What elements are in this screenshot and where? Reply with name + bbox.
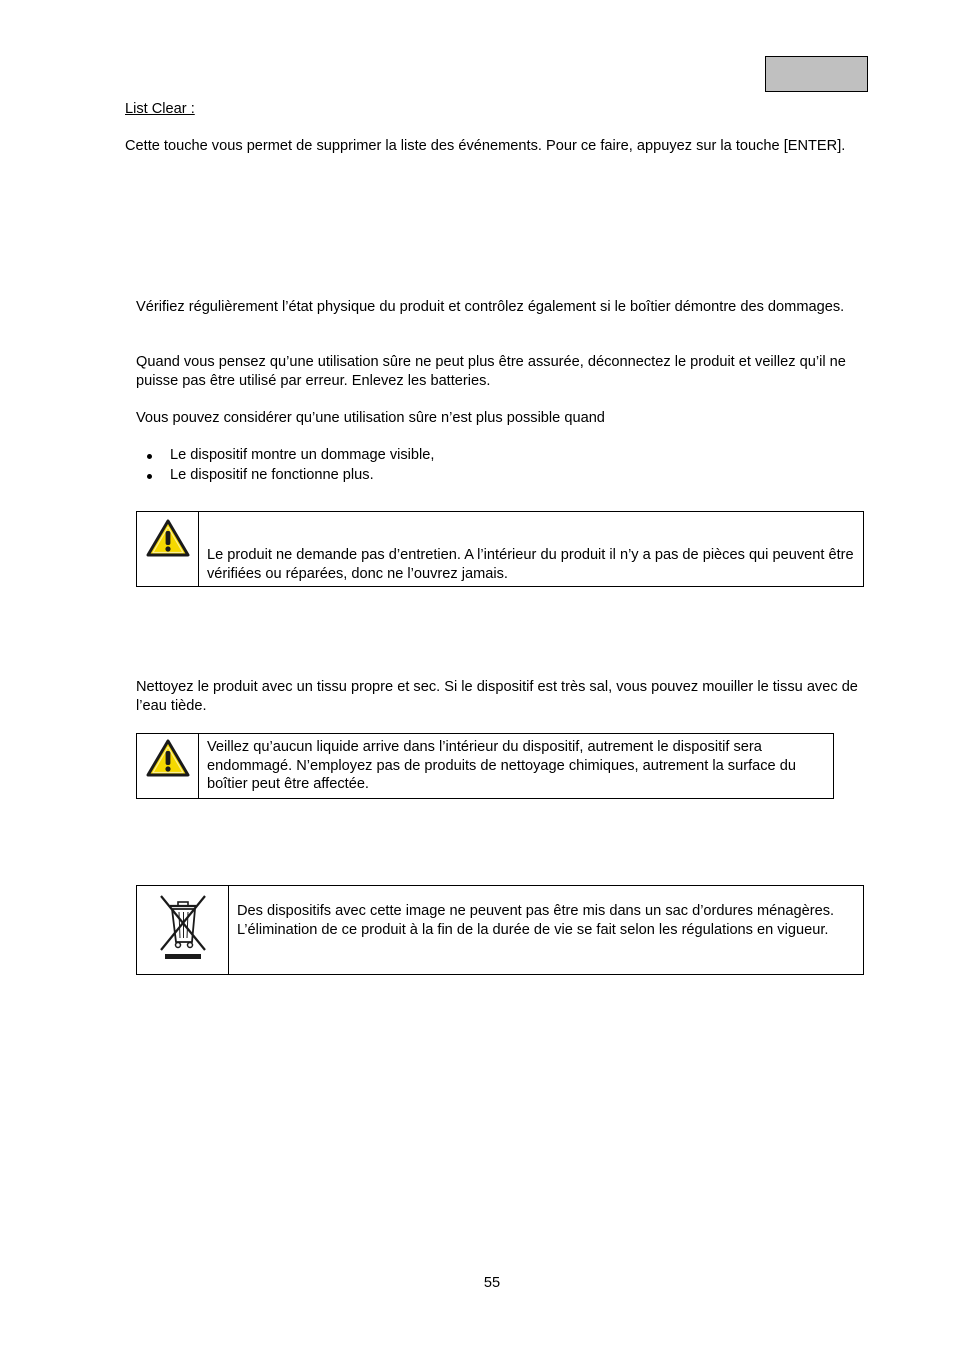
bullet-icon	[147, 474, 152, 479]
language-tab	[765, 56, 868, 92]
list-item: Le dispositif montre un dommage visible,	[136, 446, 434, 466]
list-clear-heading: List Clear :	[125, 101, 195, 117]
warning-triangle-icon	[145, 738, 191, 778]
warning-triangle-icon	[145, 518, 191, 558]
maintenance-para-2: Quand vous pensez qu’une utilisation sûre ne peut plus être assurée, déconnectez le produit et veillez qu’il ne puisse pas être utilisé par erreur. Enlevez les batteries.	[136, 354, 846, 389]
bullet-icon	[147, 454, 152, 459]
cleaning-para: Nettoyez le produit avec un tissu propre et sec. Si le dispositif est très sal, vous pouvez mouiller le tissu avec de l’eau tiède.	[136, 679, 858, 714]
maintenance-warning-box	[136, 511, 864, 587]
list-clear-text: Cette touche vous permet de supprimer la liste des événements. Pour ce faire, appuyez sur la touche [ENTER].	[125, 138, 846, 154]
maintenance-warning-text: Le produit ne demande pas d’entretien. A l’intérieur du produit il n’y a pas de pièces qui peuvent être vérifiées ou réparées, donc ne l’ouvrez jamais.	[207, 547, 854, 582]
cleaning-warning-box	[136, 733, 834, 799]
cleaning-warning-text: Veillez qu’aucun liquide arrive dans l’intérieur du dispositif, autrement le dispositif sera endommagé. N’employez pas de produits de nettoyage chimiques, autrement la surface du boîtier peut être affectée.	[207, 739, 796, 793]
page-number: 55	[483, 1275, 501, 1291]
maintenance-para-1: Vérifiez régulièrement l’état physique du produit et contrôlez également si le boîtier démontre des dommages.	[136, 299, 845, 315]
maintenance-para-3: Vous pouvez considérer qu’une utilisation sûre n’est plus possible quand	[136, 410, 605, 426]
crossed-out-bin-icon	[153, 892, 213, 962]
disposal-notice-text: Des dispositifs avec cette image ne peuvent pas être mis dans un sac d’ordures ménagères. L’élimination de ce produit à la fin de la durée de vie se fait selon les régulations en vigueur.	[237, 903, 835, 938]
list-item: Le dispositif ne fonctionne plus.	[136, 466, 434, 486]
disposal-notice-box	[136, 885, 864, 975]
unsafe-conditions-list	[136, 446, 434, 486]
